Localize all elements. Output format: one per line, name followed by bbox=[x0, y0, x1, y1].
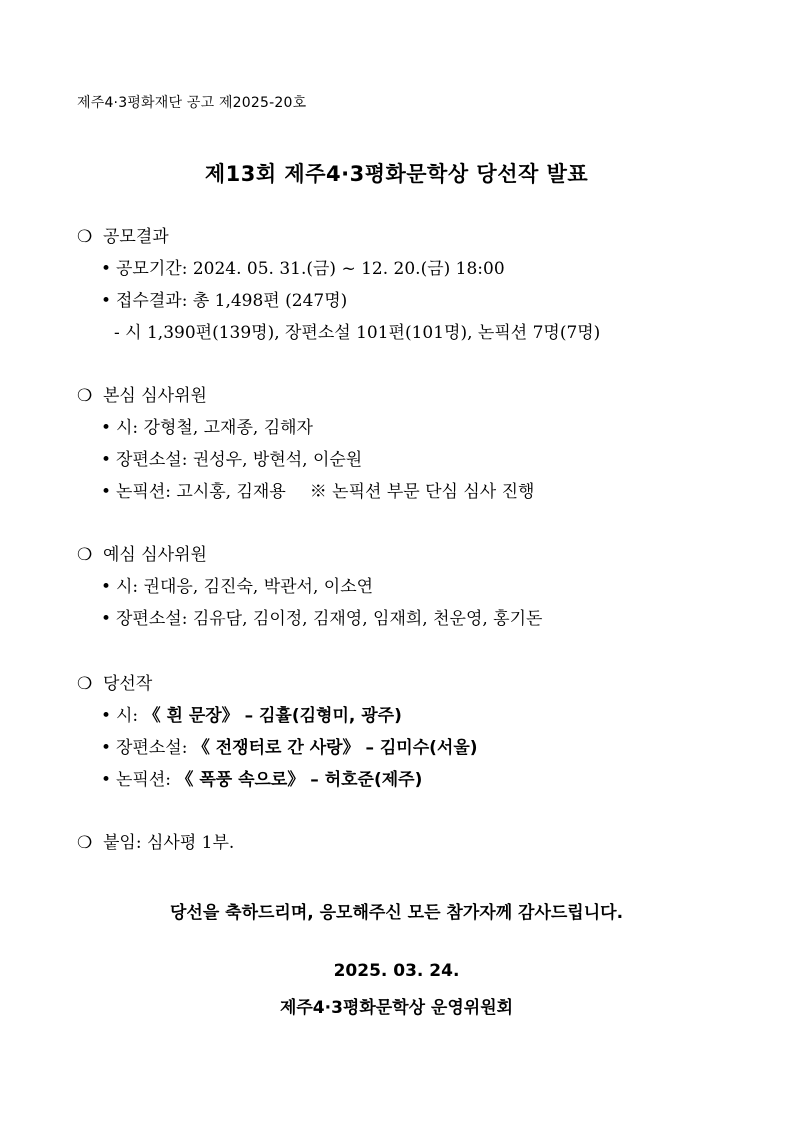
winner-novel-work: 《 전쟁터로 간 사랑》 – 김미수(서울) bbox=[192, 738, 478, 758]
winner-nonfiction-work: 《 폭풍 속으로》 – 허호준(제주) bbox=[176, 770, 423, 790]
section-result-heading bbox=[77, 226, 169, 248]
final-judges-novel bbox=[96, 449, 362, 471]
result-period bbox=[96, 258, 505, 280]
attachment bbox=[77, 832, 234, 854]
final-judges-poetry bbox=[96, 417, 313, 439]
bullet-icon: • bbox=[100, 291, 112, 311]
bullet-icon: • bbox=[100, 418, 112, 438]
congratulations-message: 당선을 축하드리며, 응모해주신 모든 참가자께 감사드립니다. bbox=[169, 903, 624, 923]
bullet-icon: • bbox=[100, 738, 112, 758]
section-preliminary-judges-heading bbox=[77, 544, 207, 566]
page-title: 제13회 제주4·3평화문학상 당선작 발표 bbox=[204, 162, 589, 186]
preliminary-judges-poetry-text: 시: 권대응, 김진숙, 박관서, 이소연 bbox=[116, 577, 374, 597]
final-judges-poetry-text: 시: 강형철, 고재종, 김해자 bbox=[116, 418, 313, 438]
circle-icon: ❍ bbox=[77, 227, 93, 247]
final-judges-nonfiction bbox=[96, 481, 534, 503]
winner-novel bbox=[96, 737, 478, 759]
bullet-icon: • bbox=[100, 450, 112, 470]
section-heading-text: 당선작 bbox=[103, 674, 153, 694]
section-winners-heading bbox=[77, 673, 152, 695]
circle-icon: ❍ bbox=[77, 674, 93, 694]
preliminary-judges-poetry bbox=[96, 576, 373, 598]
circle-icon: ❍ bbox=[77, 545, 93, 565]
bullet-icon: • bbox=[100, 770, 112, 790]
preliminary-judges-novel bbox=[96, 608, 542, 630]
announcement-date: 2025. 03. 24. bbox=[333, 961, 460, 981]
circle-icon: ❍ bbox=[77, 833, 93, 853]
section-heading-text: 공모결과 bbox=[103, 227, 169, 247]
winner-nonfiction bbox=[96, 769, 422, 791]
result-breakdown: - 시 1,390편(139명), 장편소설 101편(101명), 논픽션 7명(7명) bbox=[114, 323, 601, 343]
winner-poetry-work: 《 흰 문장》 – 김휼(김형미, 광주) bbox=[143, 706, 402, 726]
result-received-text: 접수결과: 총 1,498편 (247명) bbox=[116, 291, 348, 311]
preliminary-judges-novel-text: 장편소설: 김유담, 김이정, 김재영, 임재희, 천운영, 홍기돈 bbox=[116, 609, 543, 629]
winner-poetry-label: 시: bbox=[116, 706, 139, 726]
section-heading-text: 본심 심사위원 bbox=[103, 386, 207, 406]
final-judges-nonfiction-text: 논픽션: 고시홍, 김재용 bbox=[116, 482, 286, 502]
bullet-icon: • bbox=[100, 706, 112, 726]
section-final-judges-heading bbox=[77, 385, 207, 407]
notice-number: 제주4·3평화재단 공고 제2025-20호 bbox=[77, 95, 307, 111]
bullet-icon: • bbox=[100, 577, 112, 597]
attachment-text: 붙임: 심사평 1부. bbox=[103, 833, 235, 853]
organizer-name: 제주4·3평화문학상 운영위원회 bbox=[279, 998, 514, 1018]
result-period-text: 공모기간: 2024. 05. 31.(금) ~ 12. 20.(금) 18:00 bbox=[116, 259, 505, 279]
bullet-icon: • bbox=[100, 482, 112, 502]
result-received bbox=[96, 290, 347, 312]
winner-nonfiction-label: 논픽션: bbox=[116, 770, 171, 790]
nonfiction-note: ※ 논픽션 부문 단심 심사 진행 bbox=[309, 482, 535, 502]
circle-icon: ❍ bbox=[77, 386, 93, 406]
winner-novel-label: 장편소설: bbox=[116, 738, 188, 758]
section-heading-text: 예심 심사위원 bbox=[103, 545, 207, 565]
bullet-icon: • bbox=[100, 259, 112, 279]
final-judges-novel-text: 장편소설: 권성우, 방현석, 이순원 bbox=[116, 450, 363, 470]
bullet-icon: • bbox=[100, 609, 112, 629]
winner-poetry bbox=[96, 705, 402, 727]
